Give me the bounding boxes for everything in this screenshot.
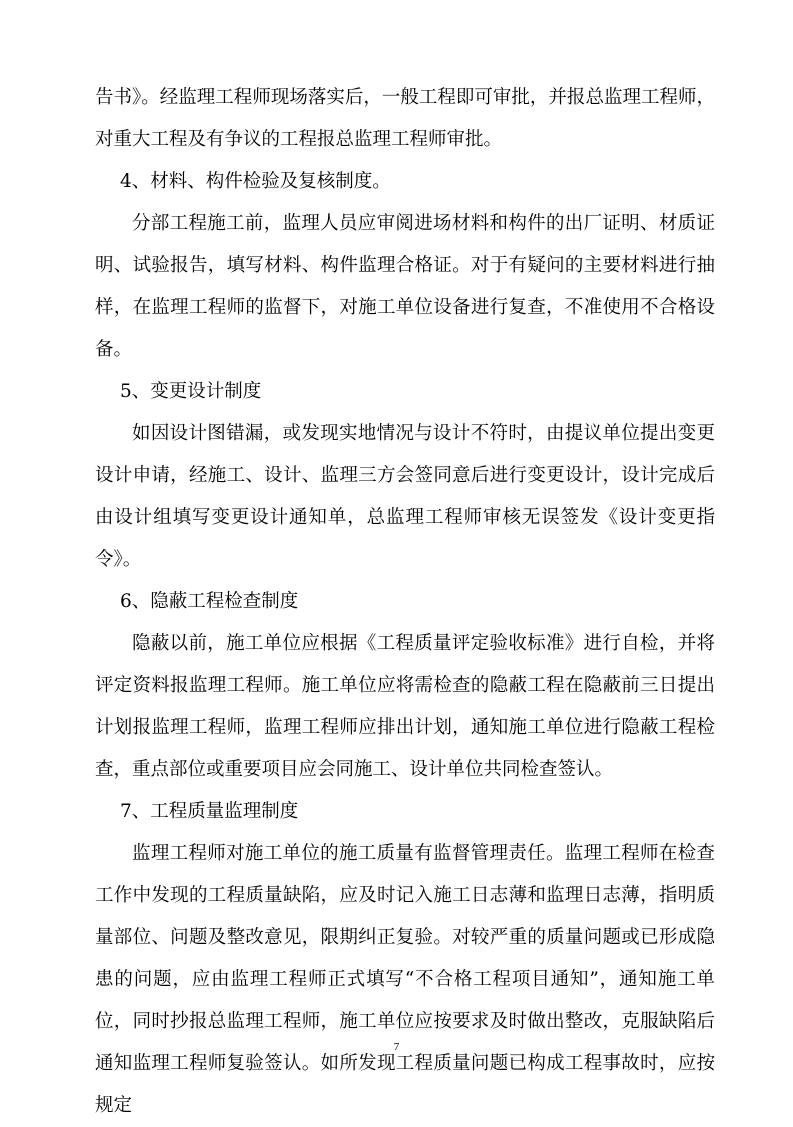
- paragraph-design-change: 如因设计图错漏，或发现实地情况与设计不符时，由提议单位提出变更设计申请，经施工、设计、监理三方会签同意后进行变更设计，设计完成后由设计组填写变更设计通知单，总监理工程师审核无误签发《设计变更指令》。: [95, 423, 715, 570]
- paragraph-quality-supervision: 监理工程师对施工单位的施工质量有监督管理责任。监理工程师在检查工作中发现的工程质量缺陷，应及时记入施工日志薄和监理日志薄，指明质量部位、问题及整改意见，限期纠正复验。对较严重的质量问题或已形成隐患的问题，应由监理工程师正式填写“不合格工程项目通知”，通知施工单位，同时抄报总监理工程师，施工单位应按要求及时做出整改，克服缺陷后通知监理工程师复验签认。如所发现工程质量问题已构成工程事故时，应按规定: [95, 843, 715, 1116]
- document-body: [95, 77, 715, 1127]
- section-heading-5: 5、变更设计制度: [120, 381, 262, 402]
- section-heading-4: 4、材料、构件检验及复核制度。: [120, 171, 391, 192]
- section-heading-7: 7、工程质量监理制度: [120, 801, 299, 822]
- paragraph-material-inspection: 分部工程施工前，监理人员应审阅进场材料和构件的出厂证明、材质证明、试验报告，填写材料、构件监理合格证。对于有疑问的主要材料进行抽样，在监理工程师的监督下，对施工单位设备进行复查，不准使用不合格设备。: [95, 213, 715, 360]
- section-heading-6: 6、隐蔽工程检查制度: [120, 591, 299, 612]
- paragraph-continuation: 告书》。经监理工程师现场落实后，一般工程即可审批，并报总监理工程师，对重大工程及有争议的工程报总监理工程师审批。: [95, 87, 715, 150]
- page-number: 7: [393, 1041, 400, 1053]
- paragraph-concealed-works: 隐蔽以前，施工单位应根据《工程质量评定验收标准》进行自检，并将评定资料报监理工程师。施工单位应将需检查的隐蔽工程在隐蔽前三日提出计划报监理工程师，监理工程师应排出计划，通知施工单位进行隐蔽工程检查，重点部位或重要项目应会同施工、设计单位共同检查签认。: [95, 633, 715, 780]
